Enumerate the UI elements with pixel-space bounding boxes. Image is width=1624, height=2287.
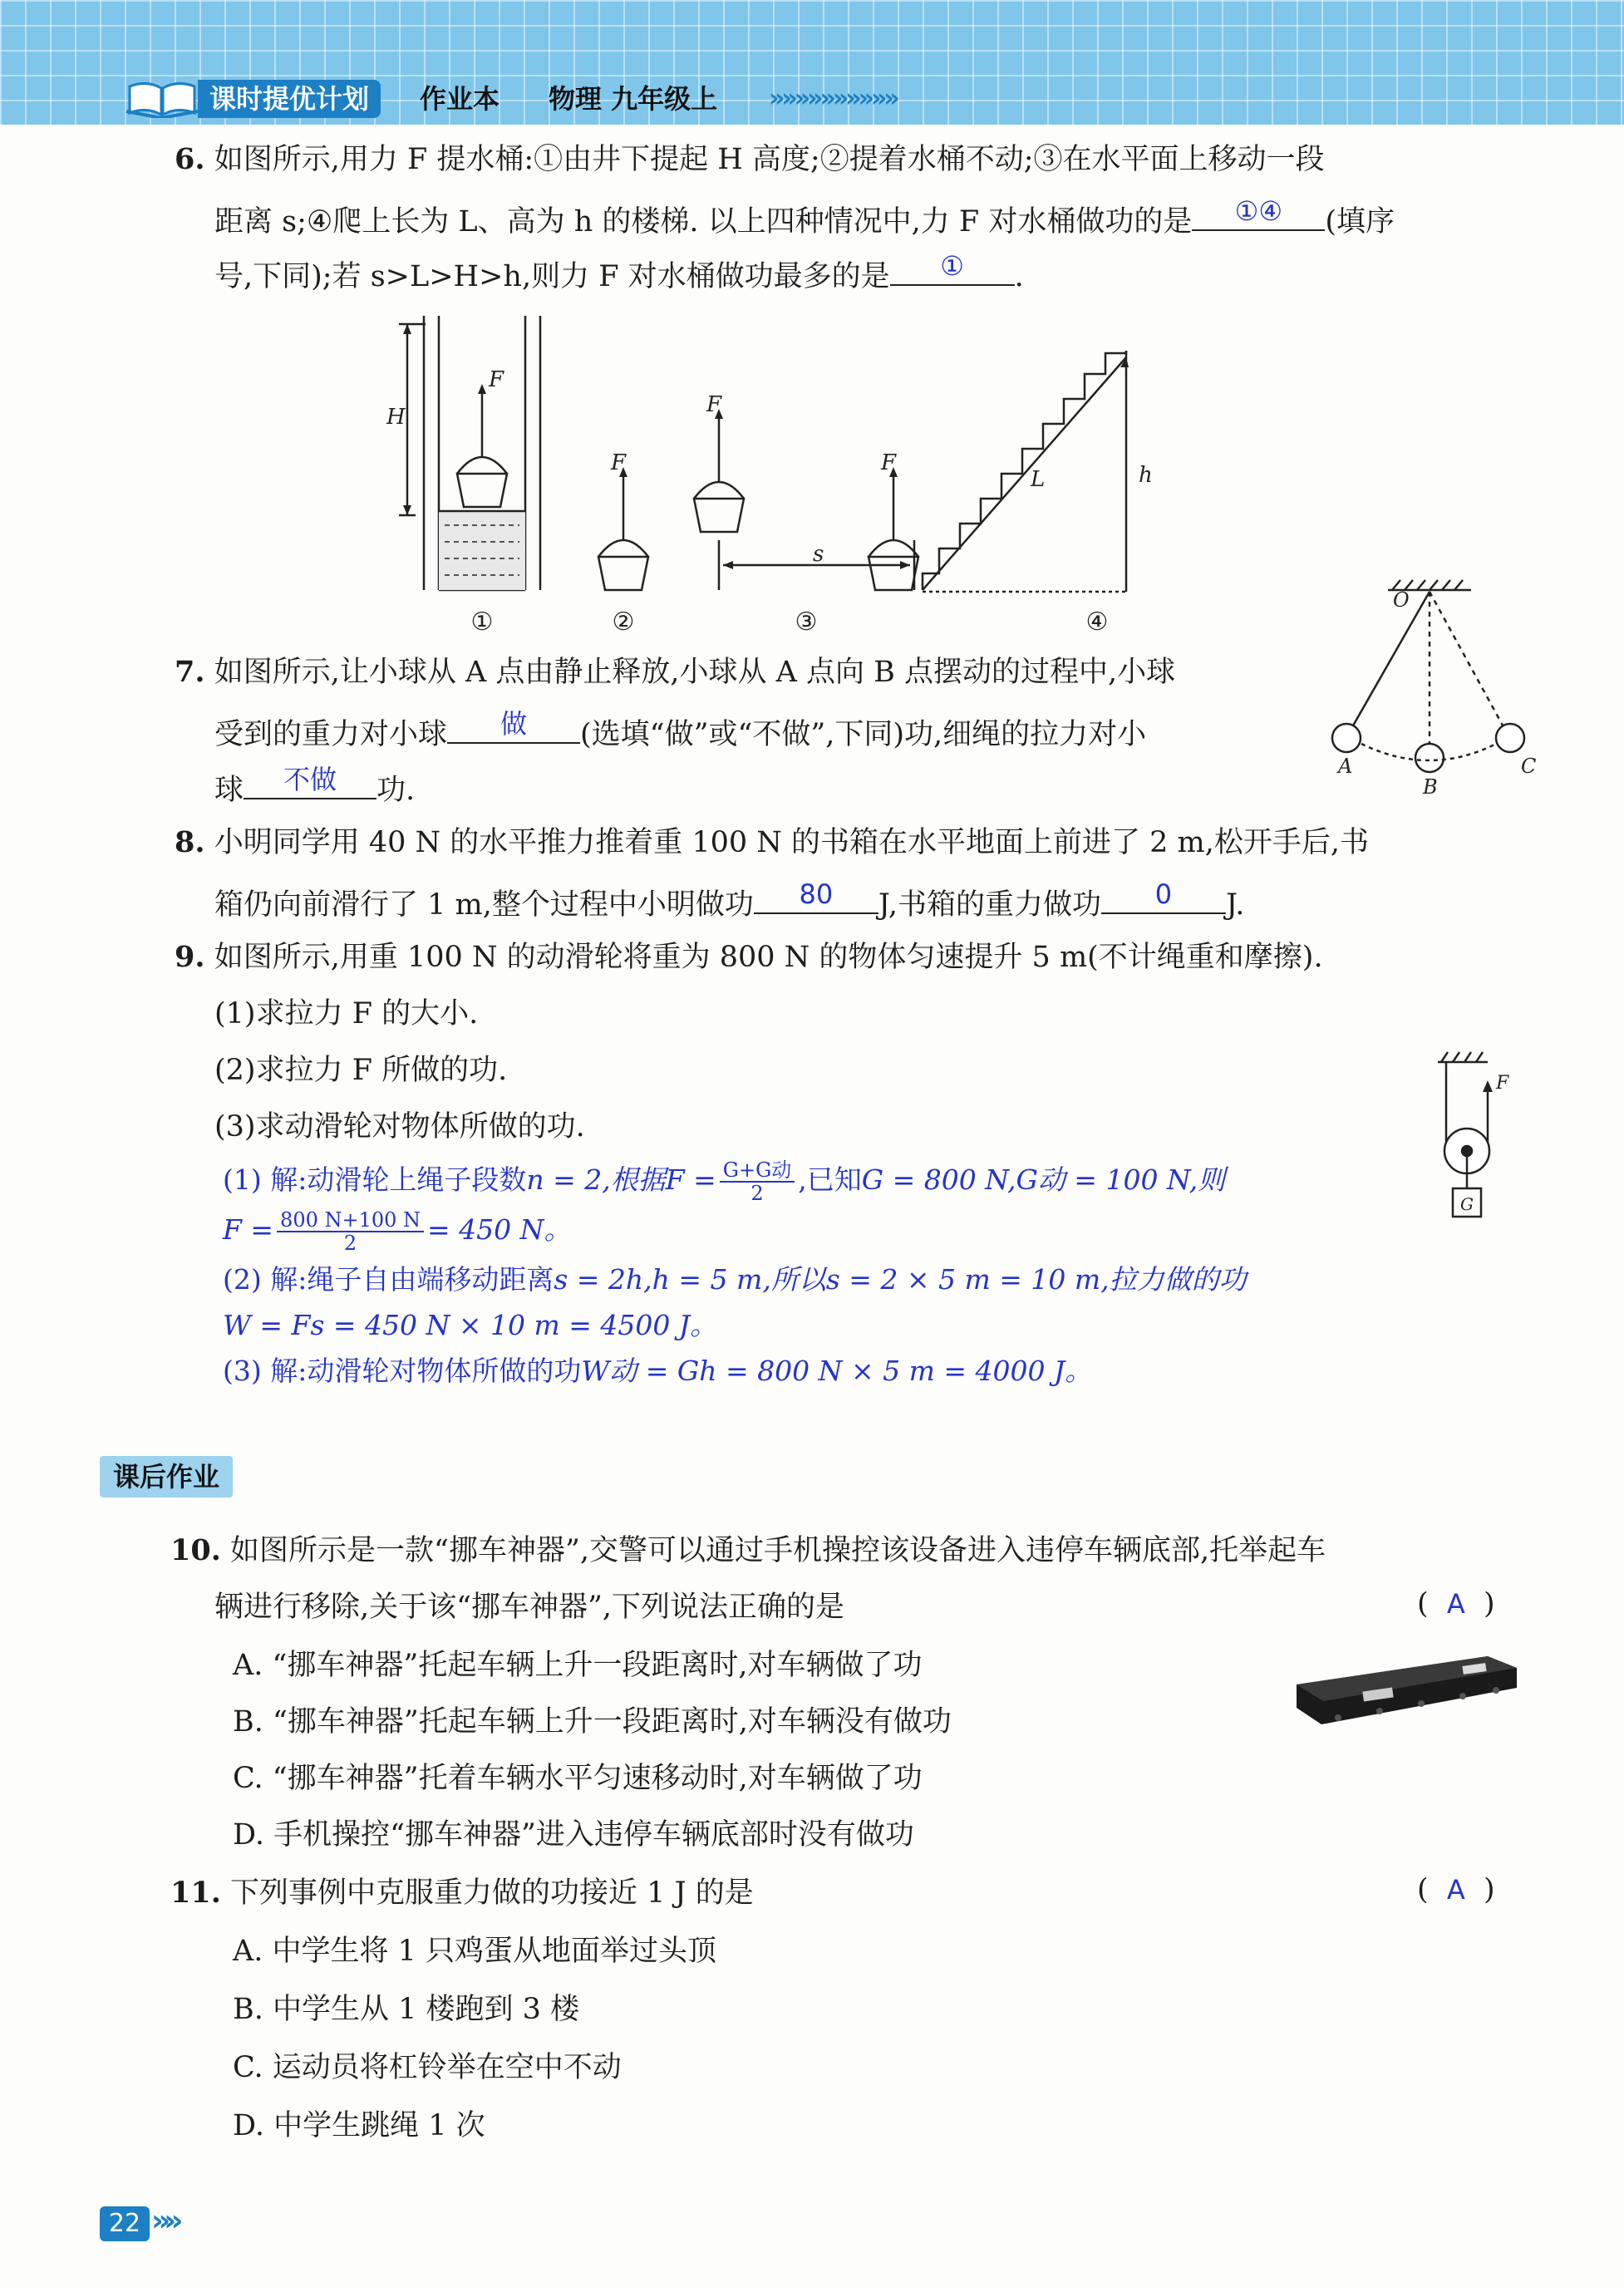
q9-solution-line3 (223, 1259, 1247, 1301)
book-logo-icon (125, 75, 199, 118)
q7-text1: 如图所示,让小球从 A 点由静止释放,小球从 A 点向 B 点摆动的过程中,小球 (214, 656, 1176, 689)
q8-line2 (214, 879, 1244, 925)
pendulum-C-label: C (1521, 755, 1537, 778)
q7-pendulum-figure (1313, 573, 1546, 798)
q6-figure (366, 307, 1297, 640)
q8-text2b: J,书箱的重力做功 (878, 888, 1101, 922)
sol-text: ,已知 (798, 1163, 862, 1196)
q8-number: 8. (175, 825, 205, 859)
sol-text: (2) 解:绳子自由端移动距离 (223, 1263, 554, 1296)
frac-den: 2 (343, 1232, 357, 1255)
q6-answer2: ① (940, 250, 964, 282)
q11-answer: A (1446, 1874, 1465, 1906)
frac-num: 800 N+100 N (277, 1209, 424, 1232)
q9-pulley-figure (1421, 1047, 1538, 1247)
q6-line3 (214, 251, 1024, 297)
q8-text2: 箱仍向前滑行了 1 m,整个过程中小明做功 (214, 888, 754, 922)
q10-text1: 如图所示是一款“挪车神器”,交警可以通过手机操控该设备进入违停车辆底部,托举起车 (230, 1534, 1326, 1567)
q6-text2b: (填序 (1325, 205, 1395, 239)
q9-number: 9. (175, 940, 205, 974)
fig-label-3: ③ (795, 607, 818, 637)
page-arrows: »» (151, 2204, 177, 2238)
q8-answer1: 80 (799, 878, 834, 910)
car-mover-device-image (1288, 1641, 1521, 1733)
fig-label-2: ② (612, 607, 635, 637)
q11-option-a[interactable]: A. 中学生将 1 只鸡蛋从地面举过头顶 (233, 1935, 717, 1968)
q6-answer1: ①④ (1234, 195, 1283, 227)
q11-number: 11. (170, 1876, 221, 1910)
q6-text2: 距离 s;④爬上长为 L、高为 h 的楼梯. 以上四种情况中,力 F 对水桶做功的是 (214, 205, 1193, 239)
q8-text2c: J. (1225, 888, 1245, 922)
q7-text2: 受到的重力对小球 (214, 718, 448, 751)
q7-line1 (175, 652, 1175, 692)
q7-text3: 球 (214, 774, 244, 807)
frac-num: G+G动 (720, 1159, 795, 1183)
q7-text3b: 功. (376, 774, 416, 807)
q9-sub2: (2)求拉力 F 所做的功. (214, 1054, 508, 1087)
q6-line2 (214, 196, 1395, 242)
book-type: 作业本 (420, 83, 500, 115)
sol-math: n = 2,根据 (526, 1163, 666, 1196)
fig3-F-label: F (706, 392, 722, 417)
q7-blank1[interactable] (447, 709, 580, 744)
sol-text: (1) 解:动滑轮上绳子段数 (223, 1163, 527, 1196)
sol-math: s = 2h,h = 5 m,所以s = 2 × 5 m = 10 m,拉力做的功 (554, 1263, 1247, 1296)
subject-grade: 物理 九年级上 (549, 83, 718, 115)
q10-answer-paren: ( A ) (1417, 1587, 1495, 1621)
fig-label-4: ④ (1085, 607, 1109, 637)
q9-solution-line4 (223, 1305, 717, 1346)
sol-math: W = Fs = 450 N × 10 m = 4500 J。 (223, 1309, 718, 1341)
q9-line1 (175, 937, 1323, 977)
q7-answer1: 做 (500, 708, 528, 740)
sol-fraction (277, 1209, 424, 1254)
header-arrows: »»»»»»»»»» (769, 84, 897, 113)
pendulum-A-label: A (1338, 755, 1353, 778)
q6-text3b: . (1014, 260, 1024, 293)
q6-text3: 号,下同);若 s>L>H>h,则力 F 对水桶做功最多的是 (214, 260, 890, 293)
q10-number: 10. (170, 1533, 221, 1567)
q10-line1 (170, 1531, 1326, 1571)
q9-sub3: (3)求动滑轮对物体所做的功. (214, 1110, 585, 1144)
pulley-F-label: F (1496, 1073, 1509, 1094)
q7-number: 7. (175, 655, 205, 689)
fig-s-label: s (813, 542, 824, 567)
q8-text1: 小明同学用 40 N 的水平推力推着重 100 N 的书箱在水平地面上前进了 2 m,松开手后,书 (214, 826, 1369, 859)
q6-blank2[interactable] (890, 251, 1015, 286)
section-tag-homework: 课后作业 (100, 1456, 233, 1498)
fig1-F-label: F (489, 367, 504, 392)
fig2-F-label: F (611, 450, 627, 475)
q8-blank1[interactable] (754, 879, 878, 914)
q10-answer: A (1446, 1588, 1465, 1620)
q7-line3 (214, 765, 415, 810)
q10-option-c[interactable]: C. “挪车神器”托着车辆水平匀速移动时,对车辆做了功 (233, 1762, 923, 1795)
sol-fraction (720, 1159, 795, 1204)
q7-blank2[interactable] (244, 765, 376, 799)
sol-math: F = (223, 1213, 274, 1246)
q11-option-d[interactable]: D. 中学生跳绳 1 次 (233, 2109, 485, 2142)
q9-solution-line5 (223, 1350, 1092, 1392)
brand-label: 课时提优计划 (198, 80, 381, 118)
fig4-F-label: F (881, 450, 897, 475)
q6-line1 (175, 140, 1325, 180)
q11-option-c[interactable]: C. 运动员将杠铃举在空中不动 (233, 2051, 622, 2084)
q9-sub1: (1)求拉力 F 的大小. (214, 997, 479, 1030)
q7-line2 (214, 709, 1146, 755)
fig-h-label: h (1139, 463, 1153, 488)
q9-solution-line1 (223, 1159, 1225, 1204)
sol-math: = 450 N。 (427, 1213, 572, 1246)
q6-blank1[interactable] (1192, 196, 1325, 231)
sol-text: (3) 解:动滑轮对物体所做的功 (223, 1355, 582, 1387)
pendulum-B-label: B (1423, 775, 1438, 798)
q9-text1: 如图所示,用重 100 N 的动滑轮将重为 800 N 的物体匀速提升 5 m(不计绳重和摩擦). (214, 941, 1323, 974)
q10-text2: 辆进行移除,关于该“挪车神器”,下列说法正确的是 (214, 1591, 845, 1624)
q8-answer2: 0 (1154, 878, 1173, 910)
q9-solution-line2 (223, 1209, 572, 1254)
fig-L-label: L (1031, 467, 1046, 492)
q8-line1 (175, 823, 1369, 863)
page-number: 22 (100, 2206, 150, 2241)
q11-text1: 下列事例中克服重力做的功接近 1 J 的是 (230, 1876, 754, 1910)
q6-text1: 如图所示,用力 F 提水桶:①由井下提起 H 高度;②提着水桶不动;③在水平面上移动一段 (214, 143, 1325, 176)
q11-answer-paren: ( A ) (1417, 1873, 1495, 1906)
q10-option-d[interactable]: D. 手机操控“挪车神器”进入违停车辆底部时没有做功 (233, 1818, 914, 1852)
q10-option-b[interactable]: B. “挪车神器”托起车辆上升一段距离时,对车辆没有做功 (233, 1705, 952, 1739)
q10-option-a[interactable]: A. “挪车神器”托起车辆上升一段距离时,对车辆做了功 (233, 1649, 923, 1682)
q7-text2b: (选填“做”或“不做”,下同)功,细绳的拉力对小 (580, 718, 1147, 751)
q8-blank2[interactable] (1101, 879, 1226, 914)
fig-label-1: ① (470, 607, 494, 637)
fig-H-label: H (386, 405, 406, 430)
pulley-G-label: G (1460, 1194, 1474, 1214)
sol-math: G = 800 N,G动 = 100 N,则 (861, 1163, 1226, 1196)
frac-den: 2 (750, 1182, 764, 1205)
q11-line1 (170, 1873, 754, 1913)
sol-math: W动 = Gh = 800 N × 5 m = 4000 J。 (581, 1355, 1093, 1387)
q7-answer2: 不做 (283, 764, 337, 795)
q6-number: 6. (175, 142, 205, 176)
pendulum-O-label: O (1393, 588, 1410, 612)
sol-math: F = (665, 1163, 716, 1196)
q11-option-b[interactable]: B. 中学生从 1 楼跑到 3 楼 (233, 1993, 580, 2026)
